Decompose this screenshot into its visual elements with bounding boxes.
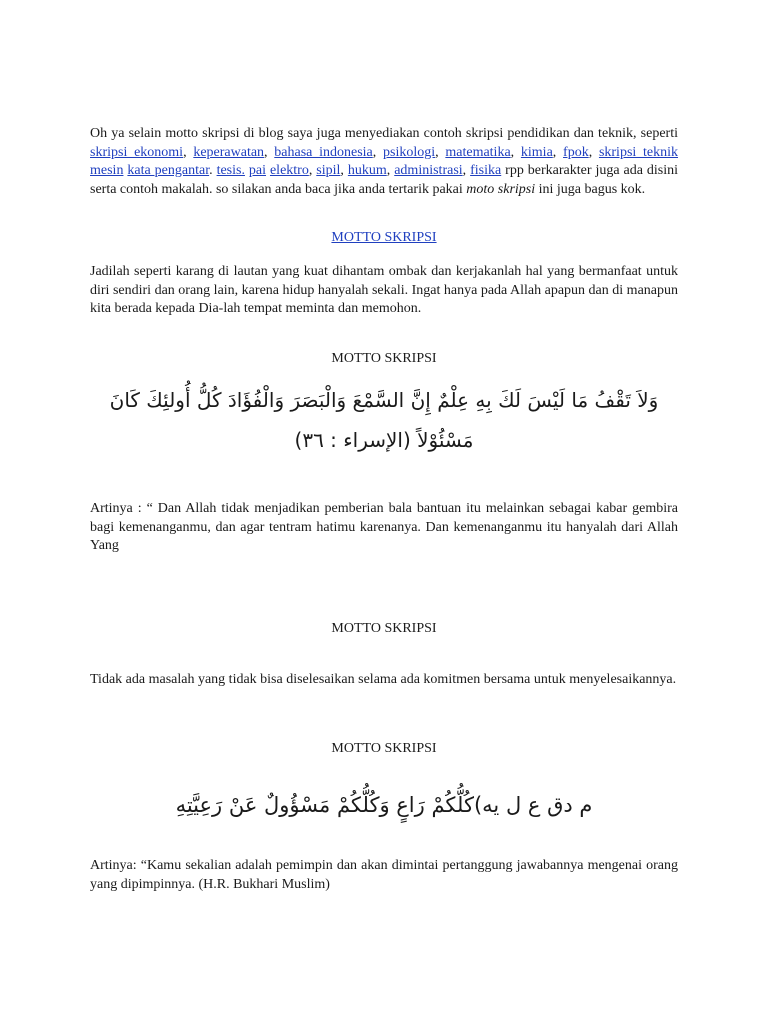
link-fpok[interactable]: fpok — [563, 144, 589, 160]
paragraph-artinya-1: Artinya : “ Dan Allah tidak menjadikan pemberian bala bantuan itu melainkan sebagai kabar gembira bagi kemenanganmu, dan agar tentram hatimu karenanya. Dan kemenanganmu itu hanyalah dari Allah Yang — [90, 501, 678, 553]
paragraph-karang: Jadilah seperti karang di lautan yang kuat dihantam ombak dan kerjakanlah hal yang bermanfaat untuk diri sendiri dan orang lain, karena hidup hanyalah sekali. Ingat hanya pada Allah apapun dan di manapun kita berada kepada Dia-lah tempat meminta dan memohon. — [90, 264, 678, 316]
heading-motto-4: MOTTO SKRIPSI — [331, 741, 437, 756]
intro-text-2: rpp berkarakter juga ada disini serta contoh makalah. so silakan anda baca jika anda tertarik pakai — [90, 163, 679, 197]
paragraph-komitmen: Tidak ada masalah yang tidak bisa diselesaikan selama ada komitmen bersama untuk menyelesaikannya. — [90, 672, 677, 687]
heading-motto-3: MOTTO SKRIPSI — [331, 621, 437, 636]
link-tesis[interactable]: tesis. — [216, 163, 245, 178]
link-pai[interactable]: pai — [248, 163, 267, 178]
heading-motto-1-text[interactable]: MOTTO SKRIPSI — [331, 230, 437, 245]
paragraph-artinya-2: Artinya: “Kamu sekalian adalah pemimpin dan akan dimintai pertanggung jawabannya mengenai orang yang dipimpinnya. (H.R. Bukhari Muslim) — [90, 858, 678, 892]
link-psikologi[interactable]: psikologi — [383, 144, 436, 160]
heading-motto-2: MOTTO SKRIPSI — [331, 351, 437, 366]
link-keperawatan[interactable]: keperawatan — [193, 144, 265, 160]
intro-paragraph: Oh ya selain motto skripsi di blog saya juga menyediakan contoh skripsi pendidikan dan teknik, seperti skripsi ekonomi, keperawatan, bahasa indonesia, psikologi, matematika, kimia, fpok, skripsi teknik mesin kata pengantar. tesis. pai elektro, sipil, hukum, administrasi, fisika rpp berkarakter juga ada disini serta contoh makalah. so silakan anda baca jika anda tertarik pakai moto skripsi ini juga bagus kok. — [90, 126, 679, 197]
link-skripsi-ekonomi[interactable]: skripsi ekonomi — [90, 144, 184, 160]
intro-text-3: ini juga bagus kok. — [535, 181, 646, 197]
link-elektro[interactable]: elektro — [269, 163, 309, 178]
intro-italic-text: moto skripsi — [466, 181, 536, 197]
link-administrasi[interactable]: administrasi — [394, 163, 463, 178]
link-bahasa-indonesia[interactable]: bahasa indonesia — [274, 144, 373, 160]
link-skripsi-teknik-mesin[interactable]: skripsi teknik mesin — [90, 144, 679, 178]
link-kimia[interactable]: kimia — [520, 144, 553, 160]
link-matematika[interactable]: matematika — [445, 144, 511, 160]
intro-text-1: Oh ya selain motto skripsi di blog saya juga menyediakan contoh skripsi pendidikan dan teknik, seperti — [90, 126, 678, 141]
link-kata-pengantar[interactable]: kata pengantar — [127, 163, 210, 178]
link-sipil[interactable]: sipil — [316, 163, 341, 178]
link-fisika[interactable]: fisika — [470, 163, 502, 178]
arabic-hadith: م دق ع ل يه)كُلُّكُمْ رَاعٍ وَكُلُّكُمْ مَسْؤُولٌ عَنْ رَعِيَّتِهِ — [175, 793, 593, 817]
heading-motto-1[interactable] — [90, 229, 678, 248]
arabic-verse-al-isra: وَلاَ تَقْفُ مَا لَيْسَ لَكَ بِهِ عِلْمٌ إِنَّ السَّمْعَ وَالْبَصَرَ وَالْفُؤَادَ كُلُّ أُولئِكَ كَانَ مَسْئُوْلاً (الإسراء : ٣٦) — [109, 388, 659, 452]
link-hukum[interactable]: hukum — [347, 163, 387, 178]
